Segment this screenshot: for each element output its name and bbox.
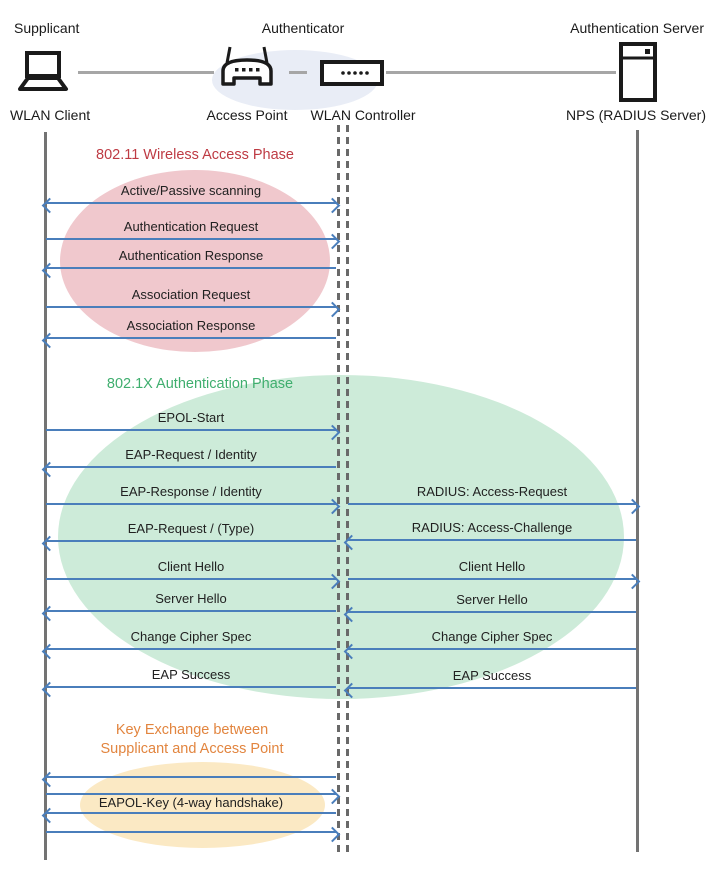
message-label: Client Hello — [458, 559, 526, 574]
message-label: Authentication Response — [118, 248, 264, 263]
phase3-title-line1: Key Exchange between — [115, 722, 269, 738]
phase3-title-line2: Supplicant and Access Point — [100, 741, 284, 757]
arrow-left — [348, 648, 636, 650]
phase3-title — [58, 721, 326, 759]
arrow-right — [46, 238, 336, 240]
phase1-title: 802.11 Wireless Access Phase — [96, 147, 294, 163]
connector-controller-server — [386, 71, 616, 74]
label-wlan-client: WLAN Client — [10, 107, 91, 123]
message-label: Active/Passive scanning — [120, 183, 262, 198]
connector-client-ap — [78, 71, 214, 74]
connector-ap-controller — [289, 71, 307, 74]
message-label: Association Request — [131, 287, 251, 302]
arrow-left — [46, 267, 336, 269]
label-wlan-controller: WLAN Controller — [310, 107, 416, 123]
phase2-title: 802.1X Authentication Phase — [106, 376, 294, 392]
message-label: EPOL-Start — [157, 410, 225, 425]
message-label: Change Cipher Spec — [130, 629, 252, 644]
arrow-left — [46, 686, 336, 688]
message-label: EAP-Request / (Type) — [127, 521, 255, 536]
role-supplicant: Supplicant — [14, 20, 80, 36]
arrow-right — [348, 503, 636, 505]
message-label: Association Response — [126, 318, 256, 333]
message-label: RADIUS: Access-Challenge — [411, 520, 573, 535]
label-nps: NPS (RADIUS Server) — [565, 107, 706, 123]
message-label: Server Hello — [155, 591, 227, 606]
arrow-left — [348, 687, 636, 689]
message-label: EAP-Request / Identity — [125, 447, 257, 462]
arrow-right — [348, 578, 636, 580]
message-label: Change Cipher Spec — [431, 629, 553, 644]
arrow-left — [46, 540, 336, 542]
role-authenticator: Authenticator — [261, 20, 345, 36]
arrow-left — [348, 611, 636, 613]
arrow-right — [46, 306, 336, 308]
wlan-controller-icon — [320, 60, 384, 92]
arrow-left — [46, 812, 336, 814]
message-label: Authentication Request — [123, 219, 259, 234]
arrow-right — [46, 831, 336, 833]
arrow-left — [348, 539, 636, 541]
message-label: EAP-Response / Identity — [120, 484, 262, 499]
message-label: EAP Success — [151, 667, 231, 682]
message-label: EAPOL-Key (4-way handshake) — [98, 795, 284, 810]
laptop-icon — [10, 50, 76, 99]
arrow-left — [46, 337, 336, 339]
message-label: Client Hello — [157, 559, 225, 574]
lifeline-authenticator-left — [337, 125, 340, 856]
role-authentication-server: Authentication Server — [570, 20, 704, 36]
message-label: Server Hello — [456, 592, 528, 607]
lifeline-radius-server — [636, 130, 639, 852]
arrow-left — [46, 610, 336, 612]
arrow-left — [46, 466, 336, 468]
server-icon — [618, 42, 658, 107]
label-access-point: Access Point — [206, 107, 288, 123]
arrow-both — [46, 202, 336, 204]
arrow-left — [46, 648, 336, 650]
message-label: EAP Success — [452, 668, 532, 683]
access-point-icon — [216, 44, 278, 97]
arrow-right — [46, 503, 336, 505]
arrow-left — [46, 776, 336, 778]
arrow-right — [46, 578, 336, 580]
arrow-right — [46, 429, 336, 431]
message-label: RADIUS: Access-Request — [416, 484, 568, 499]
